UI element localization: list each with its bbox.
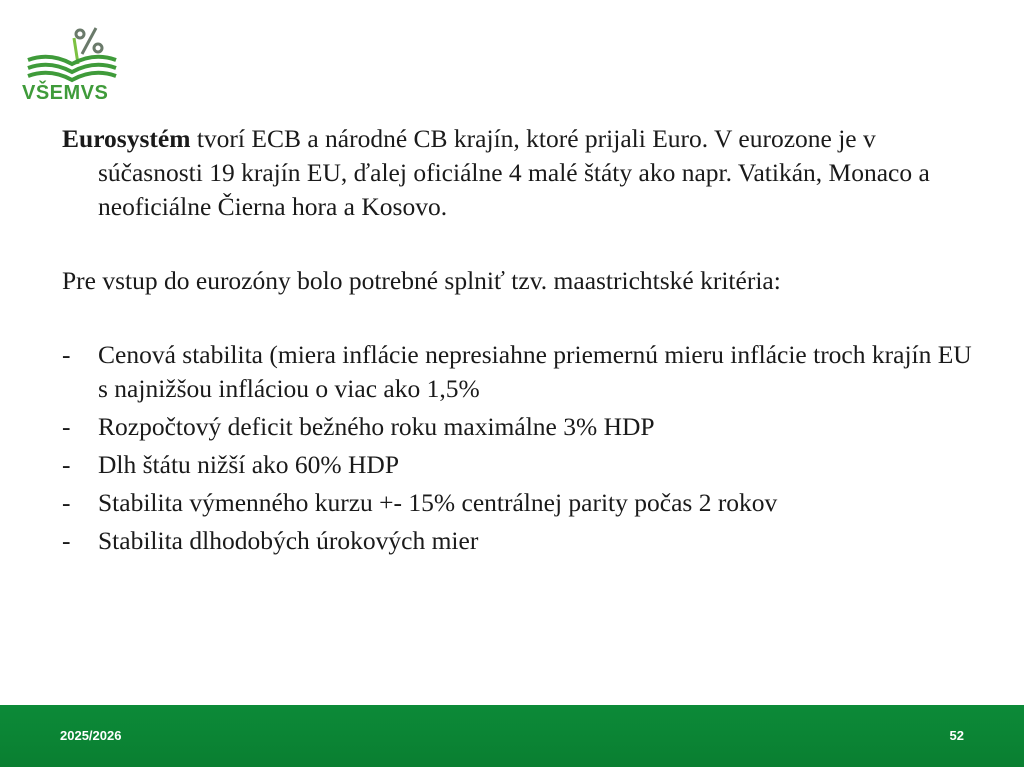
criteria-item: - Cenová stabilita (miera inflácie nepresiahne priemernú mieru inflácie troch krajín EU s najnižšou infláciou o viac ako 1,5% (62, 340, 972, 403)
criteria-list (62, 338, 982, 558)
eurosystem-text: tvorí ECB a národné CB krajín, ktoré prijali Euro. V eurozone je v súčasnosti 19 krajín EU, ďalej oficiálne 4 malé štáty ako napr. Vatikán, Monaco a neoficiálne Čierna hora a Kosovo. (98, 124, 930, 221)
logo (22, 22, 122, 106)
paragraph-eurosystem (62, 122, 982, 224)
logo-book-icon (22, 22, 122, 84)
footer-bar (0, 705, 1024, 767)
logo-text: VŠEMVS (22, 82, 109, 104)
paragraph-criteria-intro: Pre vstup do eurozóny bolo potrebné splniť tzv. maastrichtské kritéria: (62, 266, 781, 295)
page-number: 52 (949, 728, 964, 743)
criteria-item: - Stabilita dlhodobých úrokových mier (62, 526, 479, 555)
criteria-item: - Dlh štátu nižší ako 60% HDP (62, 450, 400, 479)
criteria-item: - Rozpočtový deficit bežného roku maximálne 3% HDP (62, 412, 655, 441)
criteria-item: - Stabilita výmenného kurzu +- 15% centrálnej parity počas 2 rokov (62, 488, 778, 517)
slide-content (62, 122, 982, 562)
eurosystem-term: Eurosystém (62, 124, 191, 153)
footer-year: 2025/2026 (60, 728, 122, 743)
